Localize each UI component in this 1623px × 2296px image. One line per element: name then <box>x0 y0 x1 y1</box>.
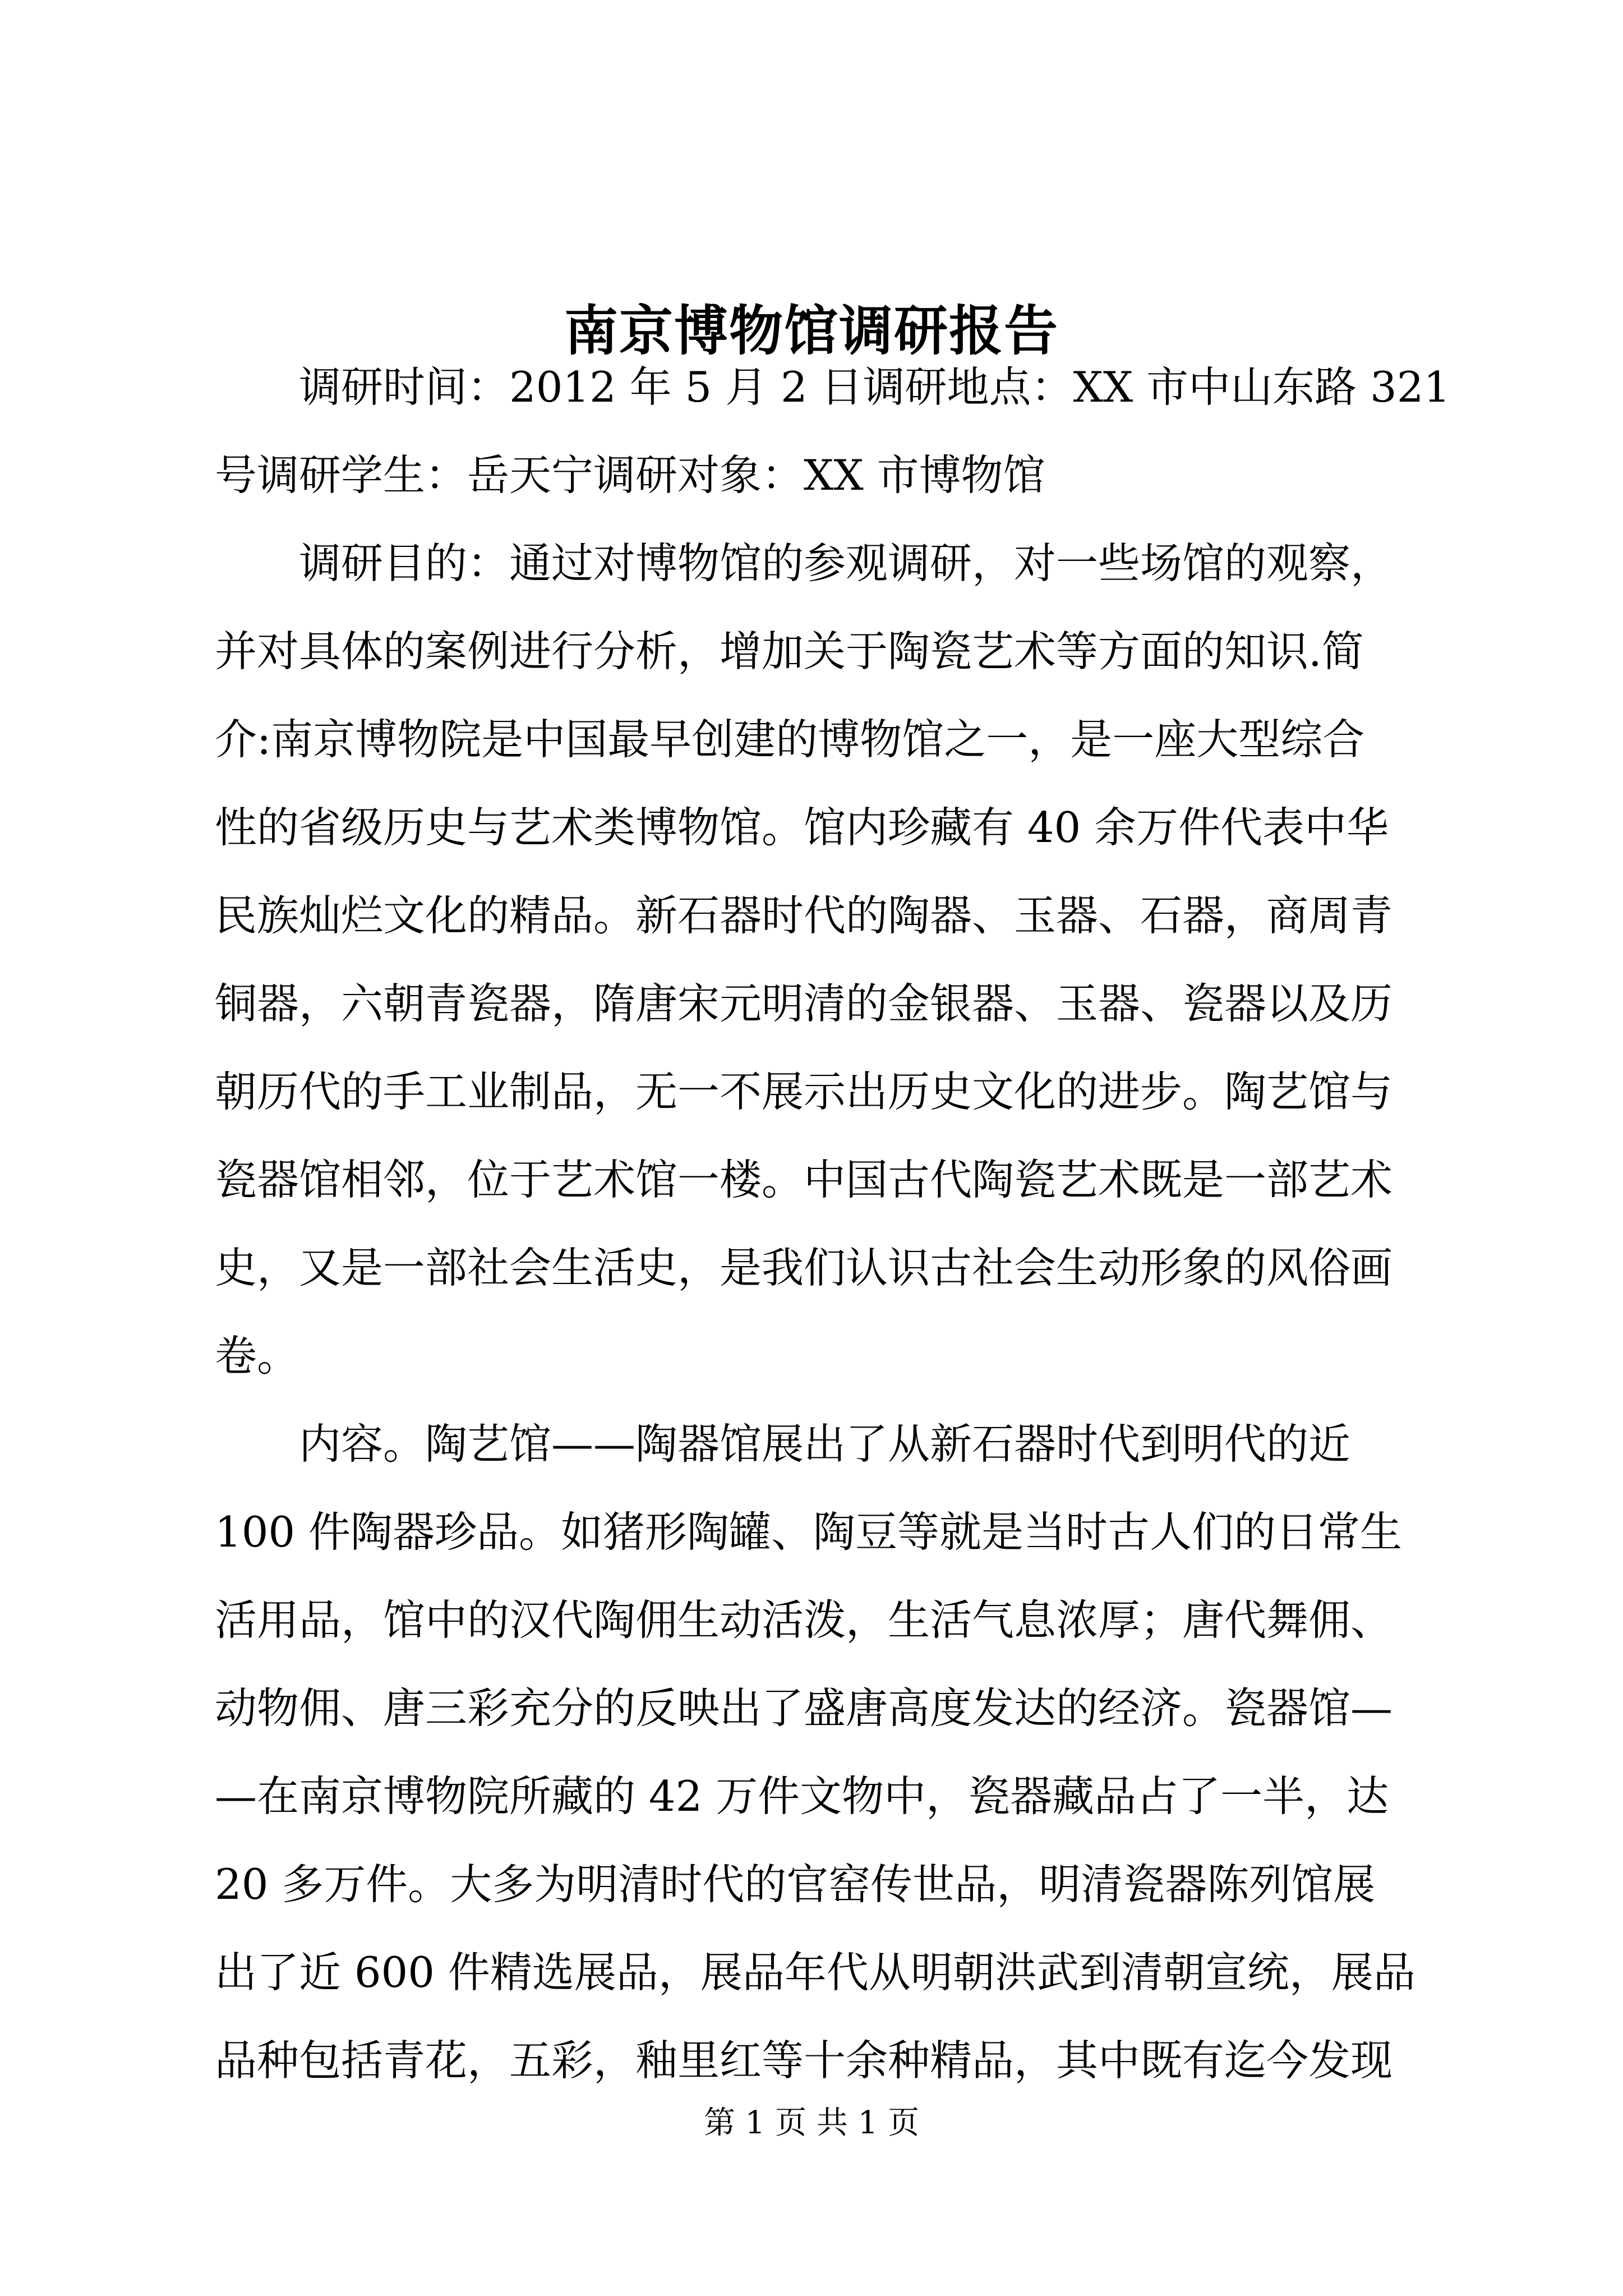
text-line: —在南京博物院所藏的 42 万件文物中，瓷器藏品占了一半，达 <box>215 1772 1389 1821</box>
text-line: 民族灿烂文化的精品。新石器时代的陶器、玉器、石器，商周青 <box>215 891 1393 940</box>
text-line: 卷。 <box>215 1331 299 1381</box>
text-line: 调研时间：2012 年 5 月 2 日调研地点：XX 市中山东路 321 <box>215 362 1451 412</box>
text-line: 活用品，馆中的汉代陶佣生动活泼，生活气息浓厚；唐代舞佣、 <box>215 1595 1393 1645</box>
text-line: 介:南京博物院是中国最早创建的博物馆之一，是一座大型综合 <box>215 715 1365 764</box>
text-line: 朝历代的手工业制品，无一不展示出历史文化的进步。陶艺馆与 <box>215 1067 1393 1116</box>
text-line: 动物佣、唐三彩充分的反映出了盛唐高度发达的经济。瓷器馆— <box>215 1683 1393 1733</box>
text-line: 号调研学生：岳天宁调研对象：XX 市博物馆 <box>215 450 1045 500</box>
text-line: 品种包括青花，五彩，釉里红等十余种精品，其中既有迄今发现 <box>215 2036 1393 2085</box>
text-line: 性的省级历史与艺术类博物馆。馆内珍藏有 40 余万件代表中华 <box>215 803 1389 852</box>
text-line: 并对具体的案例进行分析，增加关于陶瓷艺术等方面的知识.简 <box>215 627 1364 676</box>
text-line: 铜器，六朝青瓷器，隋唐宋元明清的金银器、玉器、瓷器以及历 <box>215 979 1393 1028</box>
text-line: 史，又是一部社会生活史，是我们认识古社会生动形象的风俗画 <box>215 1243 1393 1292</box>
text-line: 瓷器馆相邻，位于艺术馆一楼。中国古代陶瓷艺术既是一部艺术 <box>215 1155 1393 1204</box>
text-line: 100 件陶器珍品。如猪形陶罐、陶豆等就是当时古人们的日常生 <box>215 1507 1402 1557</box>
text-line: 调研目的：通过对博物馆的参观调研，对一些场馆的观察， <box>215 539 1393 588</box>
text-line: 出了近 600 件精选展品，展品年代从明朝洪武到清朝宣统，展品 <box>215 1948 1415 1997</box>
page-footer: 第 1 页 共 1 页 <box>703 2105 920 2141</box>
text-line: 20 多万件。大多为明清时代的官窑传世品，明清瓷器陈列馆展 <box>215 1860 1376 1909</box>
text-line: 内容。陶艺馆——陶器馆展出了从新石器时代到明代的近 <box>215 1419 1351 1469</box>
page-title: 南京博物馆调研报告 <box>564 299 1059 362</box>
